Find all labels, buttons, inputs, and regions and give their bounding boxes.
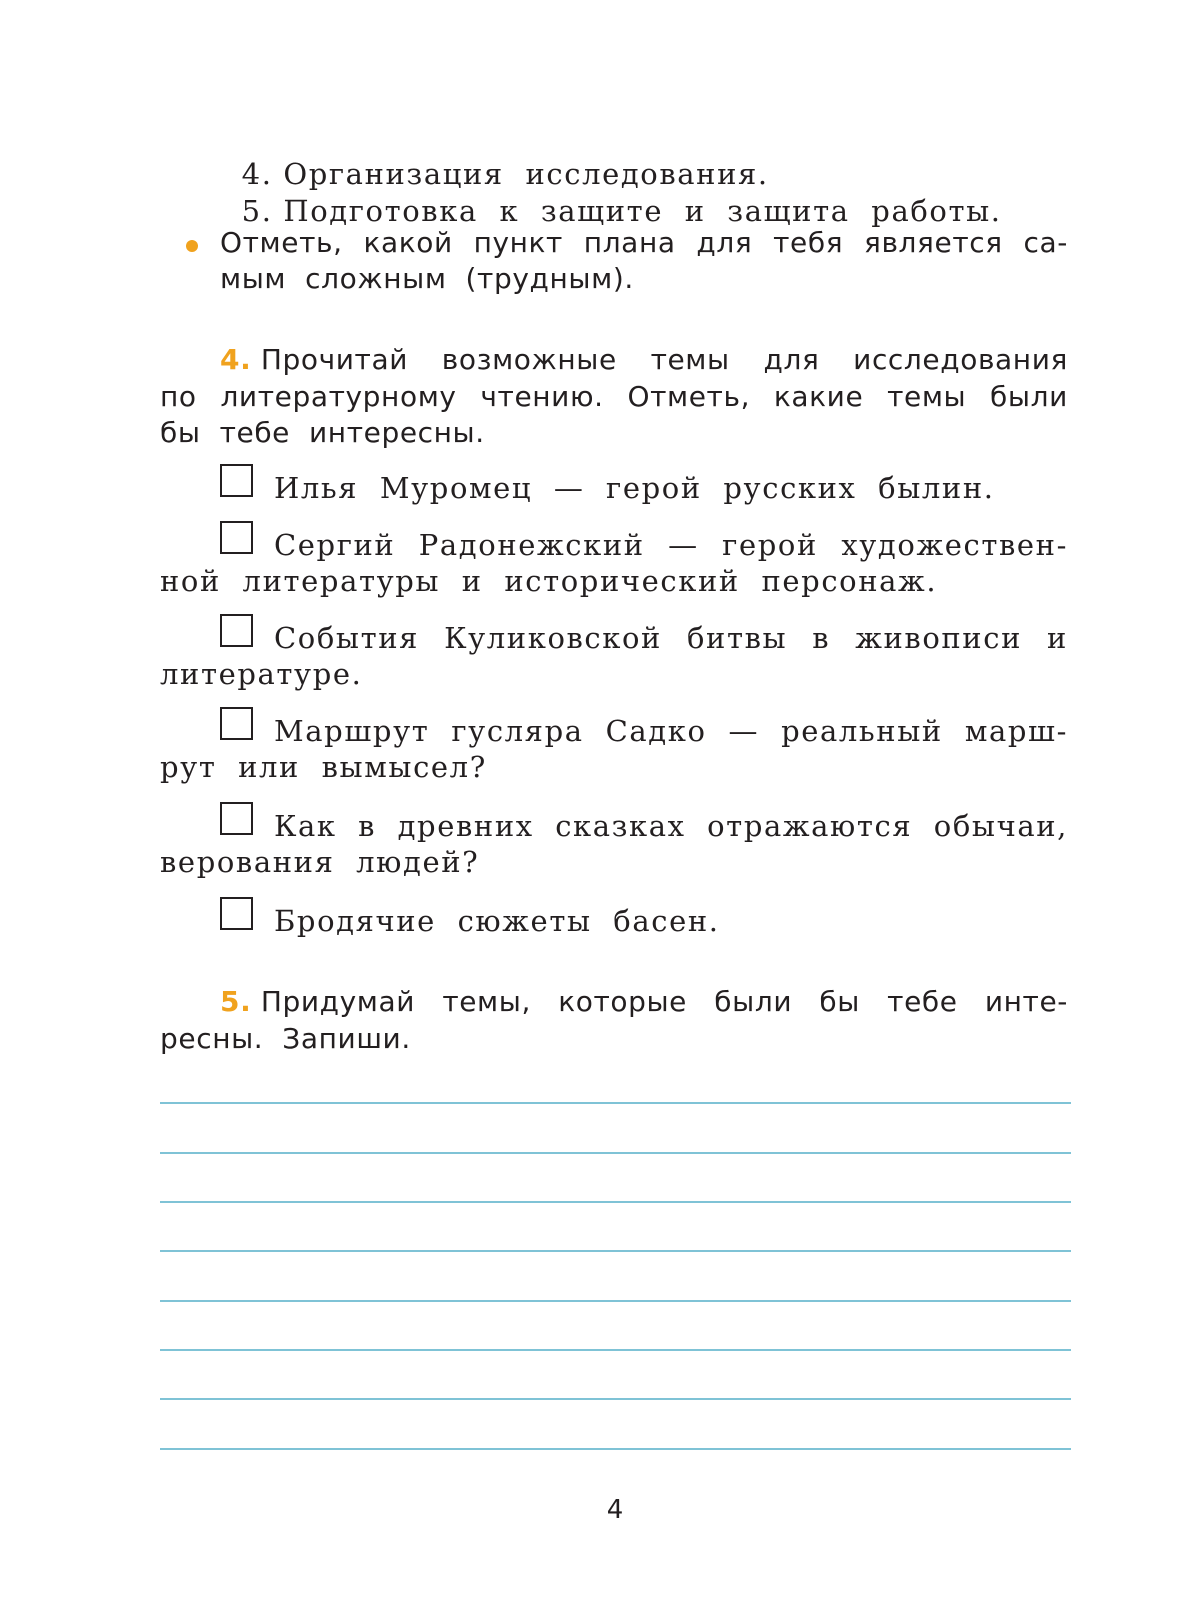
topic-checkbox-1[interactable] (220, 464, 253, 497)
topic-3-line-1: События Куликовской битвы в живописи и (274, 621, 1068, 655)
topic-4-line-1: Маршрут гусляра Садко — реальный марш- (274, 714, 1068, 748)
task4-line-2: по литературному чтению. Отметь, какие темы были (160, 380, 1068, 413)
page-number: 4 (606, 1495, 624, 1525)
writing-line[interactable] (160, 1152, 1071, 1154)
topic-3-line-2: литературе. (160, 657, 363, 691)
topic-checkbox-2[interactable] (220, 521, 253, 554)
topic-2-line-1: Сергий Радонежский — герой художествен- (274, 528, 1068, 562)
topic-2-line-2: ной литературы и исторический персонаж. (160, 564, 938, 598)
writing-line[interactable] (160, 1448, 1071, 1450)
plan-item-4: 4. Организация исследования. (241, 157, 769, 191)
topic-1-line-1: Илья Муромец — герой русских былин. (274, 471, 995, 505)
writing-line[interactable] (160, 1300, 1071, 1302)
writing-line[interactable] (160, 1398, 1071, 1400)
topic-4-line-2: рут или вымысел? (160, 750, 487, 784)
topic-checkbox-5[interactable] (220, 802, 253, 835)
bullet-icon (186, 240, 198, 252)
bullet-task-line-1: Отметь, какой пункт плана для тебя является са- (220, 226, 1068, 259)
task4-number: 4. (220, 343, 252, 376)
task4-line-1: 4. Прочитай возможные темы для исследования (220, 343, 1068, 376)
writing-line[interactable] (160, 1250, 1071, 1252)
writing-line[interactable] (160, 1201, 1071, 1203)
writing-line[interactable] (160, 1349, 1071, 1351)
task5-number: 5. (220, 985, 252, 1018)
bullet-task-line-2: мым сложным (трудным). (220, 262, 634, 295)
task5-line-2: ресны. Запиши. (160, 1022, 411, 1055)
topic-checkbox-6[interactable] (220, 897, 253, 930)
topic-5-line-2: верования людей? (160, 845, 480, 879)
topic-checkbox-3[interactable] (220, 614, 253, 647)
task5-line-1: 5. Придумай темы, которые были бы тебе инте- (220, 985, 1068, 1018)
topic-6-line-1: Бродячие сюжеты басен. (274, 904, 720, 938)
topic-5-line-1: Как в древних сказках отражаются обычаи, (274, 809, 1068, 843)
plan-item-5: 5. Подготовка к защите и защита работы. (241, 194, 1002, 228)
writing-line[interactable] (160, 1102, 1071, 1104)
topic-checkbox-4[interactable] (220, 707, 253, 740)
task4-line-3: бы тебе интересны. (160, 416, 485, 449)
